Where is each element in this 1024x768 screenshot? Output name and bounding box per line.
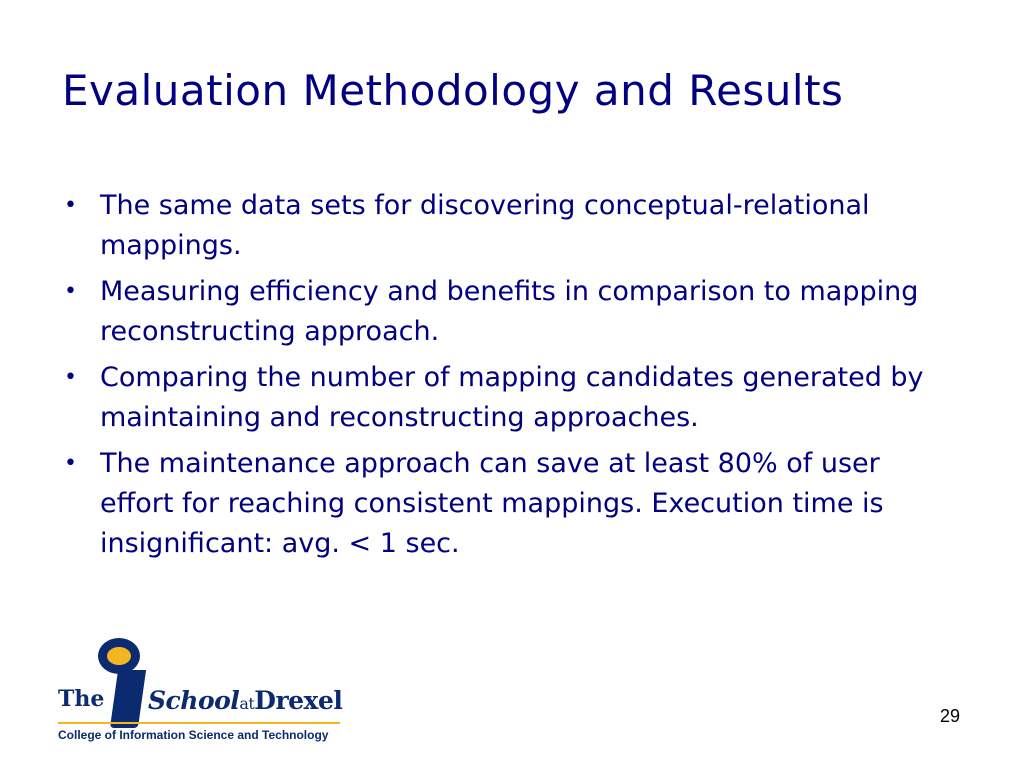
- slide-title: Evaluation Methodology and Results: [62, 66, 844, 115]
- bullet-marker: •: [64, 193, 77, 218]
- bullet-list: [60, 186, 960, 570]
- ischool-drexel-logo: [58, 638, 348, 748]
- logo-the: The: [58, 686, 105, 712]
- logo-wordmark: [148, 686, 342, 715]
- bullet-item: [60, 358, 960, 438]
- logo-tagline: College of Information Science and Technology: [58, 728, 329, 742]
- bullet-text: Comparing the number of mapping candidates generated by maintaining and reconstructing approaches.: [100, 362, 924, 433]
- bullet-marker: •: [64, 279, 77, 304]
- logo-at: at: [239, 694, 255, 713]
- bullet-marker: •: [64, 365, 77, 390]
- logo-school: School: [148, 686, 240, 715]
- bullet-text: The same data sets for discovering conceptual-relational mappings.: [100, 190, 870, 261]
- bullet-item: [60, 186, 960, 266]
- bullet-text: Measuring efficiency and benefits in comparison to mapping reconstructing approach.: [100, 276, 919, 347]
- logo-rule: [58, 722, 340, 724]
- bullet-marker: •: [64, 451, 77, 476]
- bullet-item: [60, 272, 960, 352]
- bullet-item: [60, 444, 960, 564]
- dragon-icon: [98, 638, 140, 674]
- logo-i-mark: [110, 670, 146, 728]
- bullet-text: The maintenance approach can save at least 80% of user effort for reaching consistent mappings. Execution time is insignificant: avg. < 1 sec.: [100, 448, 884, 559]
- page-number: 29: [939, 706, 960, 726]
- logo-drexel: Drexel: [254, 686, 343, 715]
